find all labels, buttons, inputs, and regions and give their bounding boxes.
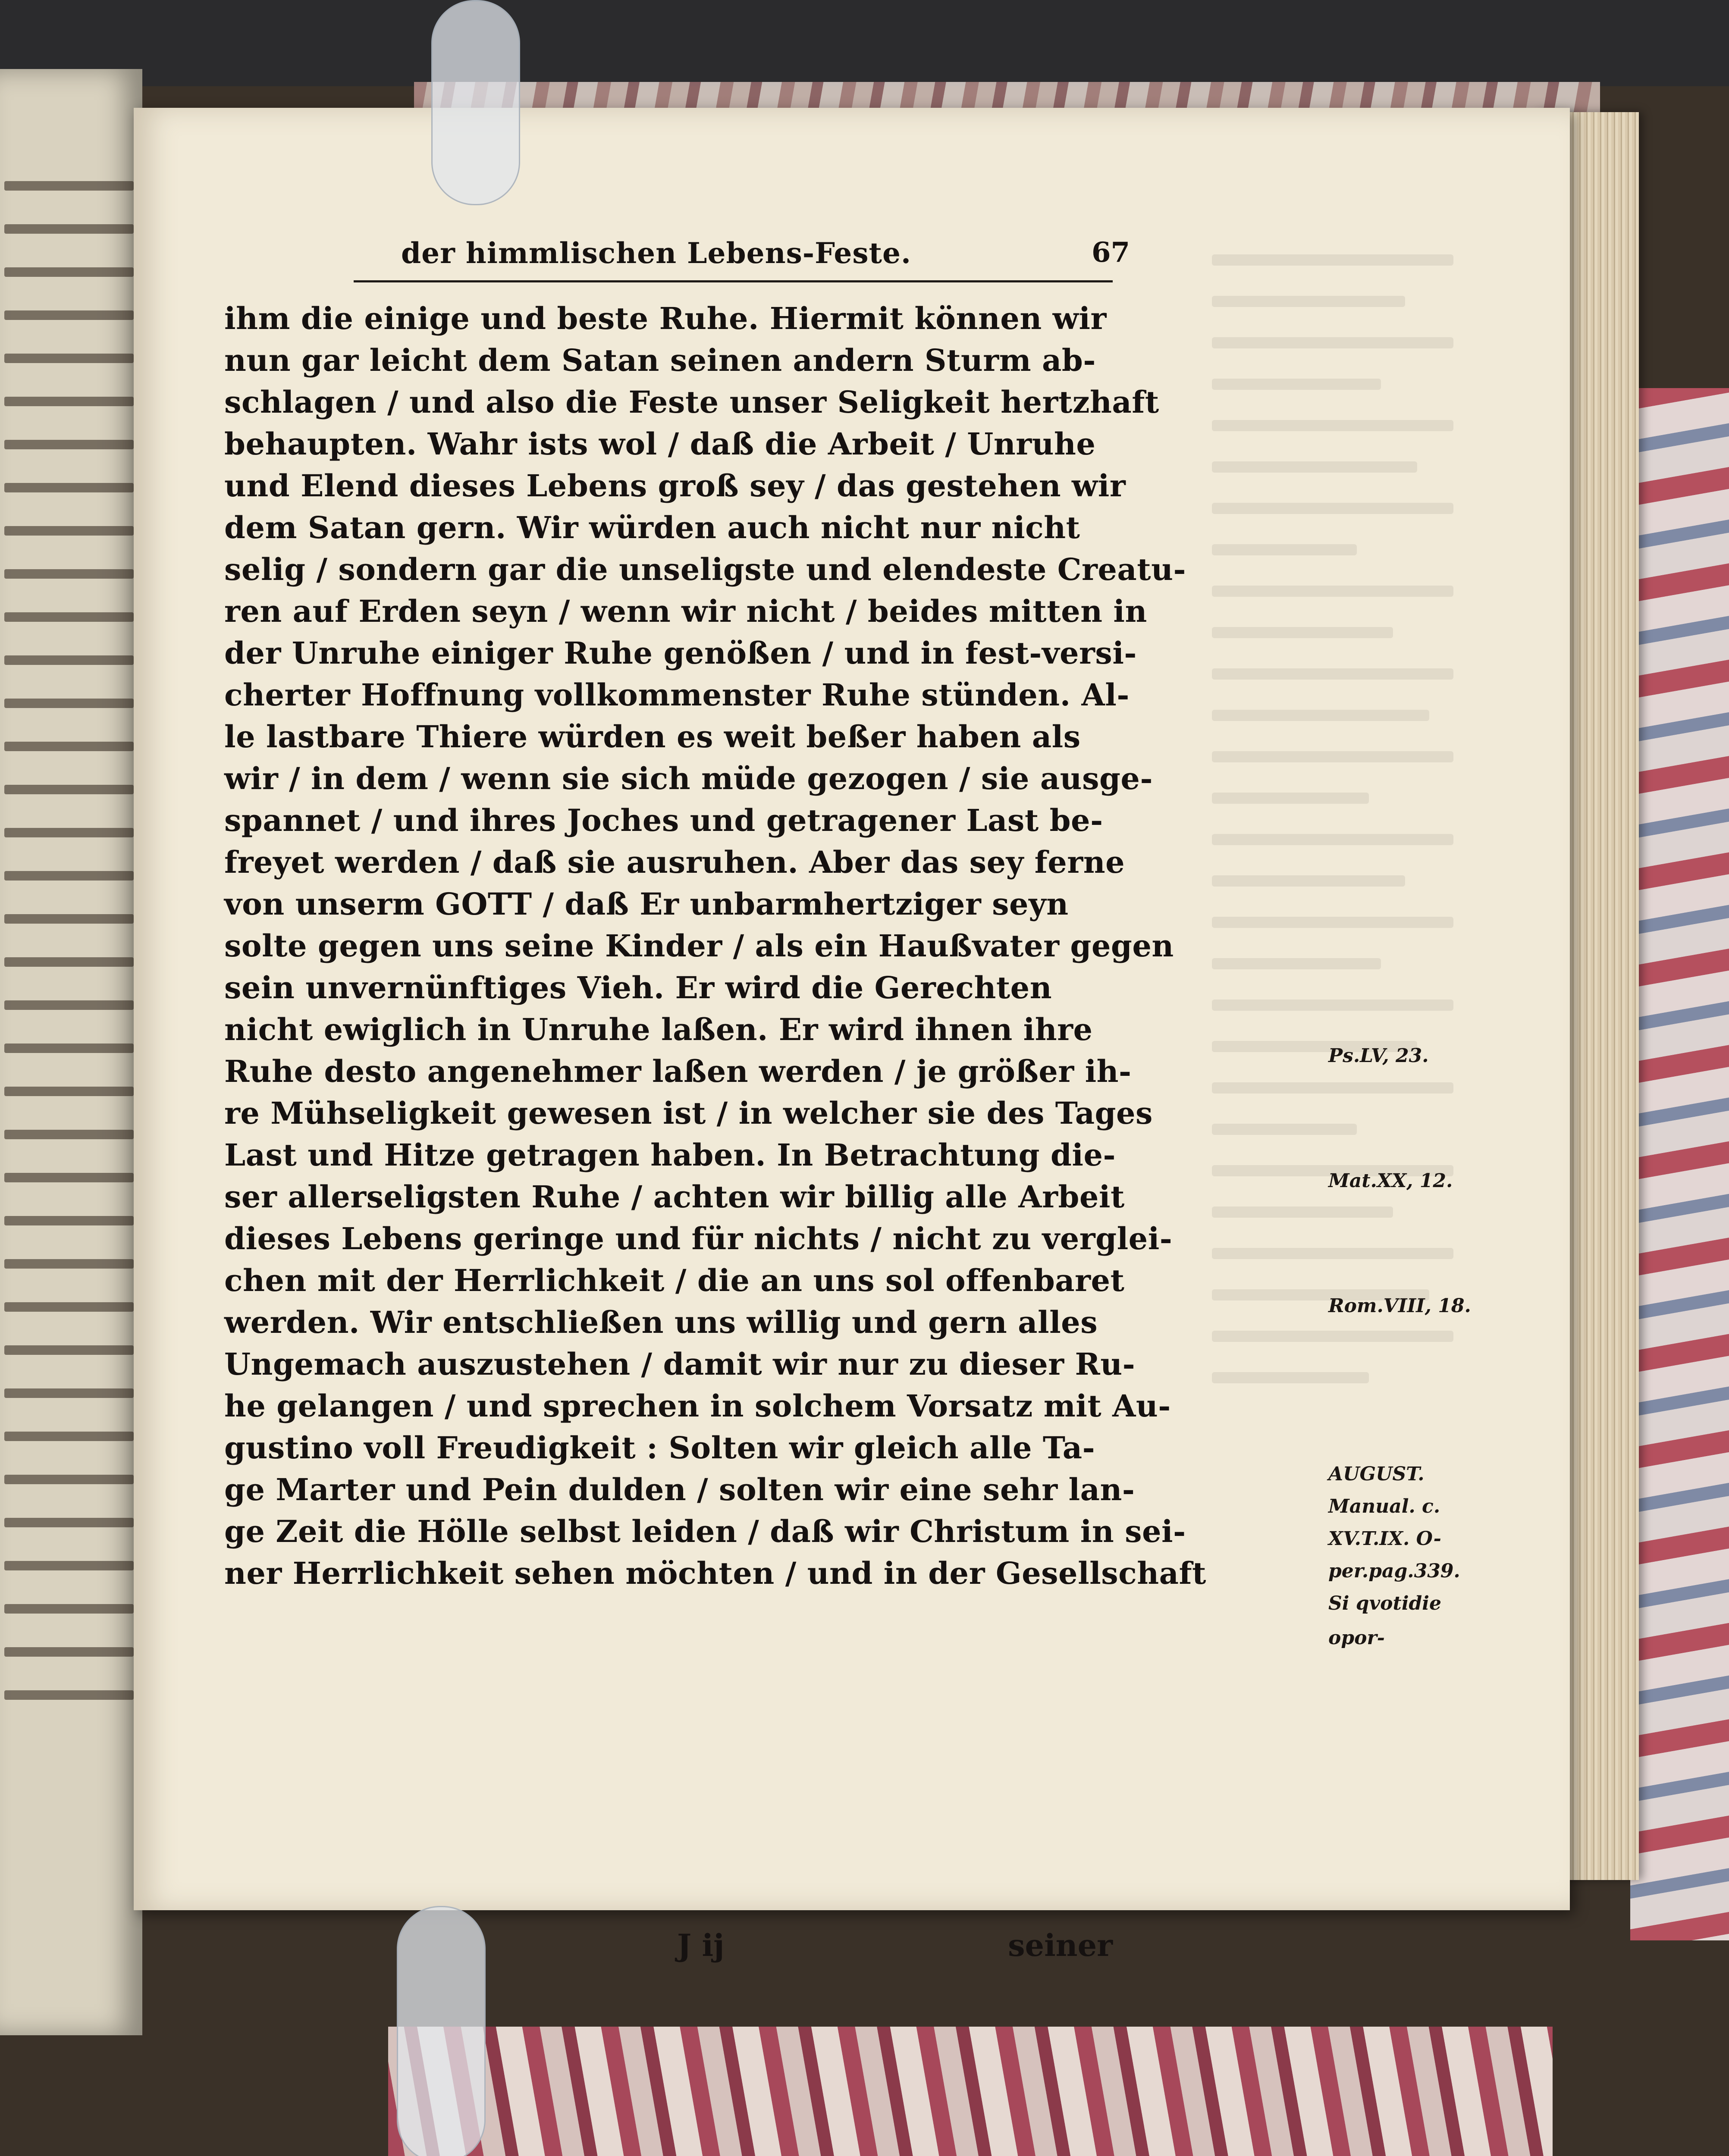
text-line: ihm die einige und beste Ruhe. Hiermit können wir — [224, 301, 1107, 336]
text-line: ner Herrlichkeit sehen möchten / und in der Gesellschaft — [224, 1555, 1206, 1591]
margin-note: Si qvotidie — [1328, 1592, 1442, 1614]
header-rule — [354, 280, 1113, 282]
text-line: nun gar leicht dem Satan seinen andern Sturm ab- — [224, 342, 1096, 378]
text-line: nicht ewiglich in Unruhe laßen. Er wird ihnen ihre — [224, 1012, 1093, 1047]
margin-note: Rom.VIII, 18. — [1328, 1295, 1471, 1317]
text-line: he gelangen / und sprechen in solchem Vorsatz mit Au- — [224, 1388, 1171, 1424]
marbled-endpaper-right — [1630, 388, 1729, 1940]
text-line: ren auf Erden seyn / wenn wir nicht / beides mitten in — [224, 593, 1147, 629]
signature-mark: J ij — [677, 1927, 725, 1963]
text-line: freyet werden / daß sie ausruhen. Aber das sey ferne — [224, 844, 1125, 880]
text-line: Ruhe desto angenehmer laßen werden / je größer ih- — [224, 1053, 1132, 1089]
text-line: dieses Lebens geringe und für nichts / nicht zu verglei- — [224, 1221, 1173, 1257]
text-line: der Unruhe einiger Ruhe genößen / und in fest-versi- — [224, 635, 1137, 671]
page-number: 67 — [1091, 236, 1130, 269]
text-line: re Mühseligkeit gewesen ist / in welcher sie des Tages — [224, 1095, 1153, 1131]
body-text — [224, 298, 1471, 1963]
text-line: selig / sondern gar die unseligste und elendeste Creatu- — [224, 552, 1186, 587]
text-line: chen mit der Herrlichkeit / die an uns sol offenbaret — [224, 1263, 1125, 1298]
text-line: spannet / und ihres Joches und getragener Last be- — [224, 802, 1103, 838]
text-line: werden. Wir entschließen uns willig und gern alles — [224, 1304, 1098, 1340]
text-line: wir / in dem / wenn sie sich müde gezogen / sie ausge- — [224, 761, 1153, 796]
text-line: und Elend dieses Lebens groß sey / das gestehen wir — [224, 468, 1126, 504]
text-line: Ungemach auszustehen / damit wir nur zu dieser Ru- — [224, 1346, 1136, 1382]
page-header — [397, 236, 1130, 275]
text-line: sein unvernünftiges Vieh. Er wird die Gerechten — [224, 970, 1052, 1006]
text-line: behaupten. Wahr ists wol / daß die Arbeit / Unruhe — [224, 426, 1096, 462]
text-line: ser allerseligsten Ruhe / achten wir billig alle Arbeit — [224, 1179, 1125, 1215]
text-line: gustino voll Freudigkeit : Solten wir gleich alle Ta- — [224, 1430, 1095, 1466]
text-line: ge Zeit die Hölle selbst leiden / daß wir Christum in sei- — [224, 1514, 1186, 1549]
page-clip-bottom — [397, 1906, 486, 2156]
facing-page-left — [0, 69, 142, 2035]
marbled-endpaper-bottom — [388, 2027, 1553, 2156]
margin-note: Manual. c. — [1328, 1495, 1440, 1517]
text-line: ge Marter und Pein dulden / solten wir eine sehr lan- — [224, 1472, 1135, 1507]
catchword: seiner — [1008, 1927, 1113, 1963]
margin-note: per.pag.339. — [1328, 1560, 1460, 1582]
text-line: dem Satan gern. Wir würden auch nicht nur nicht — [224, 510, 1080, 545]
text-line: von unserm GOTT / daß Er unbarmhertziger seyn — [224, 886, 1069, 922]
margin-notes — [1328, 298, 1527, 2022]
margin-note: Ps.LV, 23. — [1328, 1045, 1429, 1067]
margin-note: XV.T.IX. O- — [1328, 1528, 1441, 1550]
running-head: der himmlischen Lebens-Feste. — [401, 236, 911, 270]
page-clip-top — [431, 0, 520, 205]
text-line: Last und Hitze getragen haben. In Betrachtung die- — [224, 1137, 1116, 1173]
text-line: schlagen / und also die Feste unser Seligkeit hertzhaft — [224, 384, 1159, 420]
text-line: solte gegen uns seine Kinder / als ein Haußvater gegen — [224, 928, 1174, 964]
margin-note: AUGUST. — [1328, 1463, 1425, 1485]
text-line: cherter Hoffnung vollkommenster Ruhe stünden. Al- — [224, 677, 1130, 713]
margin-note: Mat.XX, 12. — [1328, 1170, 1453, 1192]
margin-note: opor- — [1328, 1627, 1385, 1649]
text-line: le lastbare Thiere würden es weit beßer haben als — [224, 719, 1081, 755]
page-foot — [224, 1927, 1113, 1969]
